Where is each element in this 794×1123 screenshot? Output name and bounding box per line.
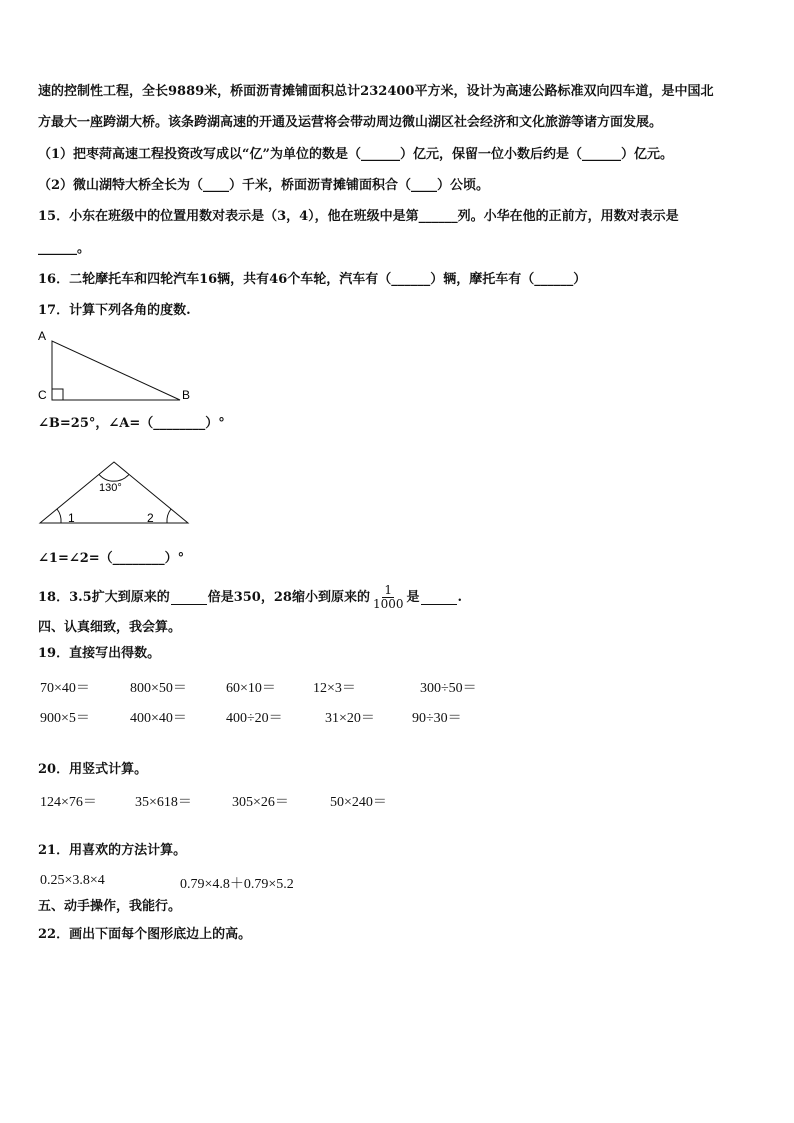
q18-fraction	[371, 584, 406, 611]
q18-text-3: 是	[406, 590, 420, 605]
intro-line-1: 速的控制性工程，全长9889米，桥面沥青摊铺面积总计232400平方米，设计为高速公路标准双向四车道，是中国北	[38, 84, 714, 99]
q18-line	[38, 584, 756, 612]
q18-text-2: 倍是350，28缩小到原来的	[207, 590, 370, 605]
q19-item: 31×20＝	[325, 711, 375, 726]
q21-item: 0.79×4.8＋0.79×5.2	[180, 877, 294, 892]
q19-item: 70×40＝	[40, 681, 90, 696]
q15-line-1: 15．小东在班级中的位置用数对表示是（3，4），他在班级中是第______列。小华在他的正前方，用数对表示是	[38, 209, 679, 224]
q15-line-2: ______。	[38, 241, 91, 256]
q19-item: 60×10＝	[226, 681, 276, 696]
right-triangle-shape	[52, 341, 180, 400]
q18-text-1: 18．3.5扩大到原来的	[38, 590, 170, 605]
q22-title: 22．画出下面每个图形底边上的高。	[38, 927, 252, 942]
top-angle-label: 130°	[99, 482, 122, 494]
q18-text-4: .	[457, 590, 463, 605]
q18-fraction-denominator: 1000	[372, 597, 404, 611]
q19-item: 12×3＝	[313, 681, 356, 696]
q20-item: 50×240＝	[330, 795, 387, 810]
angle-1-label: 1	[68, 511, 75, 525]
right-angle-marker	[52, 389, 63, 400]
top-angle-arc	[99, 474, 129, 481]
vertex-label-c: C	[38, 388, 47, 402]
section-4-title: 四、认真细致，我会算。	[38, 620, 182, 635]
q19-item: 300÷50＝	[420, 681, 477, 696]
q20-item: 305×26＝	[232, 795, 289, 810]
q19-item: 400÷20＝	[226, 711, 283, 726]
q19-item: 90÷30＝	[412, 711, 462, 726]
q19-item: 400×40＝	[130, 711, 187, 726]
q21-title: 21．用喜欢的方法计算。	[38, 843, 187, 858]
angle-2-label: 2	[147, 511, 154, 525]
q17-answer-2: ∠1=∠2=（________）°	[38, 551, 185, 566]
right-angle-arc	[167, 509, 171, 523]
q20-item: 35×618＝	[135, 795, 192, 810]
q21-item: 0.25×3.8×4	[40, 873, 105, 888]
right-triangle-figure	[34, 328, 204, 408]
section-5-title: 五、动手操作，我能行。	[38, 899, 182, 914]
q19-title: 19．直接写出得数。	[38, 646, 161, 661]
q17-title: 17．计算下列各角的度数.	[38, 303, 191, 318]
q19-item: 800×50＝	[130, 681, 187, 696]
q20-item: 124×76＝	[40, 795, 97, 810]
q18-fraction-numerator: 1	[384, 583, 393, 597]
q18-blank-2[interactable]	[421, 591, 457, 605]
q14-part-2: （2）微山湖特大桥全长为（____）千米，桥面沥青摊铺面积合（____）公顷。	[38, 178, 490, 193]
q17-answer-1: ∠B=25°，∠A=（________）°	[38, 416, 225, 431]
intro-line-2: 方最大一座跨湖大桥。该条跨湖高速的开通及运营将会带动周边微山湖区社会经济和文化旅游等诸方面发展。	[38, 115, 663, 130]
q19-item: 900×5＝	[40, 711, 90, 726]
isosceles-triangle-figure	[36, 455, 196, 530]
left-angle-arc	[57, 509, 61, 523]
q20-title: 20．用竖式计算。	[38, 762, 148, 777]
q14-part-1: （1）把枣菏高速工程投资改写成以“亿”为单位的数是（______）亿元，保留一位小数后约是（______）亿元。	[38, 147, 674, 162]
q18-blank-1[interactable]	[171, 591, 207, 605]
vertex-label-a: A	[38, 329, 47, 343]
vertex-label-b: B	[182, 388, 191, 402]
q16-text: 16．二轮摩托车和四轮汽车16辆，共有46个车轮，汽车有（______）辆，摩托车有（______）	[38, 272, 587, 287]
